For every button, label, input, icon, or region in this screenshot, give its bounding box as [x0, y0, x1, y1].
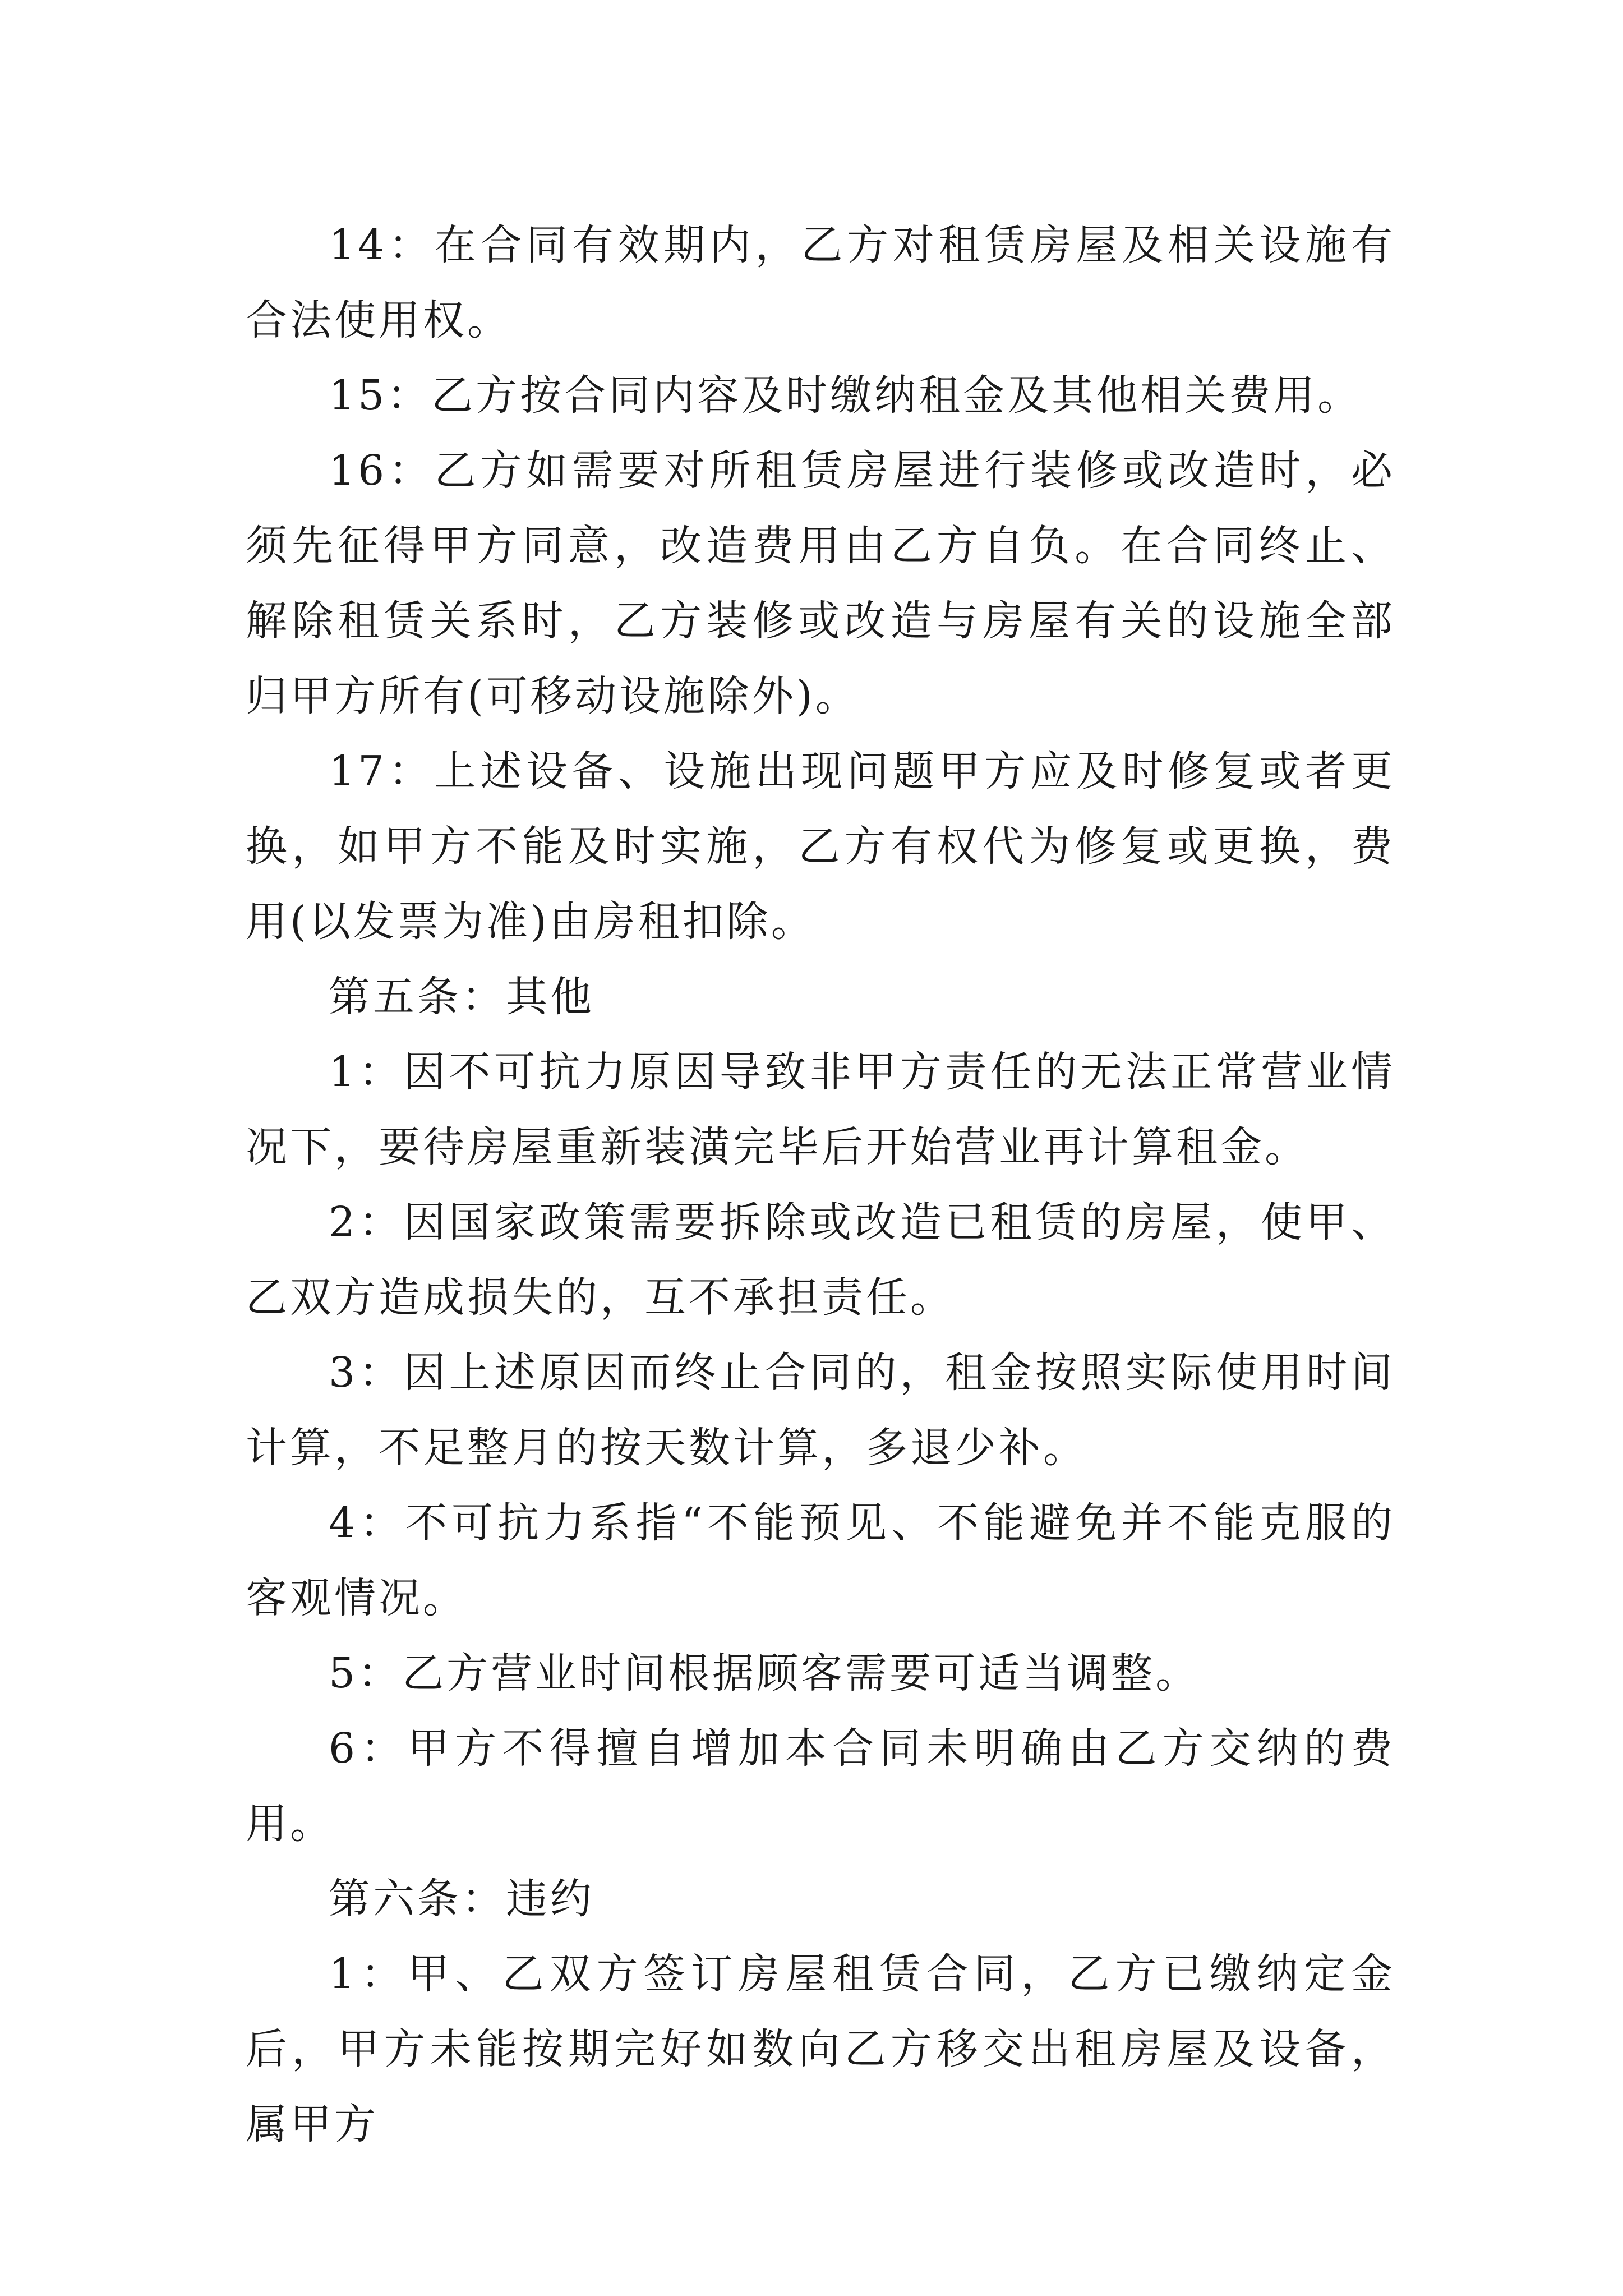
- section-6-heading: 第六条：违约: [329, 1875, 594, 1923]
- section-6-item-1: 1：甲、乙双方签订房屋租赁合同，乙方已缴纳定金后，甲方未能按期完好如数向乙方移交出租房屋及设备，属甲方: [246, 1950, 1395, 2148]
- section-5-item-2: 2：因国家政策需要拆除或改造已租赁的房屋，使甲、乙双方造成损失的，互不承担责任。: [246, 1198, 1395, 1322]
- clause-15: 15：乙方按合同内容及时缴纳租金及其他相关费用。: [329, 371, 1362, 420]
- section-5-item-3: 3：因上述原因而终止合同的，租金按照实际使用时间计算，不足整月的按天数计算，多退少补。: [246, 1349, 1395, 1472]
- section-5-item-5: 5：乙方营业时间根据顾客需要可适当调整。: [329, 1649, 1200, 1697]
- section-5-heading: 第五条：其他: [329, 973, 594, 1021]
- clause-14: 14：在合同有效期内，乙方对租赁房屋及相关设施有合法使用权。: [246, 221, 1395, 344]
- clause-17: 17：上述设备、设施出现问题甲方应及时修复或者更换，如甲方不能及时实施，乙方有权代为修复或更换，费用(以发票为准)由房租扣除。: [246, 747, 1395, 946]
- section-5-item-1: 1：因不可抗力原因导致非甲方责任的无法正常营业情况下，要待房屋重新装潢完毕后开始营业再计算租金。: [246, 1048, 1395, 1171]
- document-body: [246, 208, 1395, 2162]
- section-5-item-4: 4：不可抗力系指“不能预见、不能避免并不能克服的客观情况。: [246, 1499, 1395, 1622]
- section-5-item-6: 6：甲方不得擅自增加本合同未明确由乙方交纳的费用。: [246, 1724, 1395, 1848]
- clause-16: 16：乙方如需要对所租赁房屋进行装修或改造时，必须先征得甲方同意，改造费用由乙方自负。在合同终止、解除租赁关系时，乙方装修或改造与房屋有关的设施全部归甲方所有(可移动设施除外)。: [246, 447, 1395, 720]
